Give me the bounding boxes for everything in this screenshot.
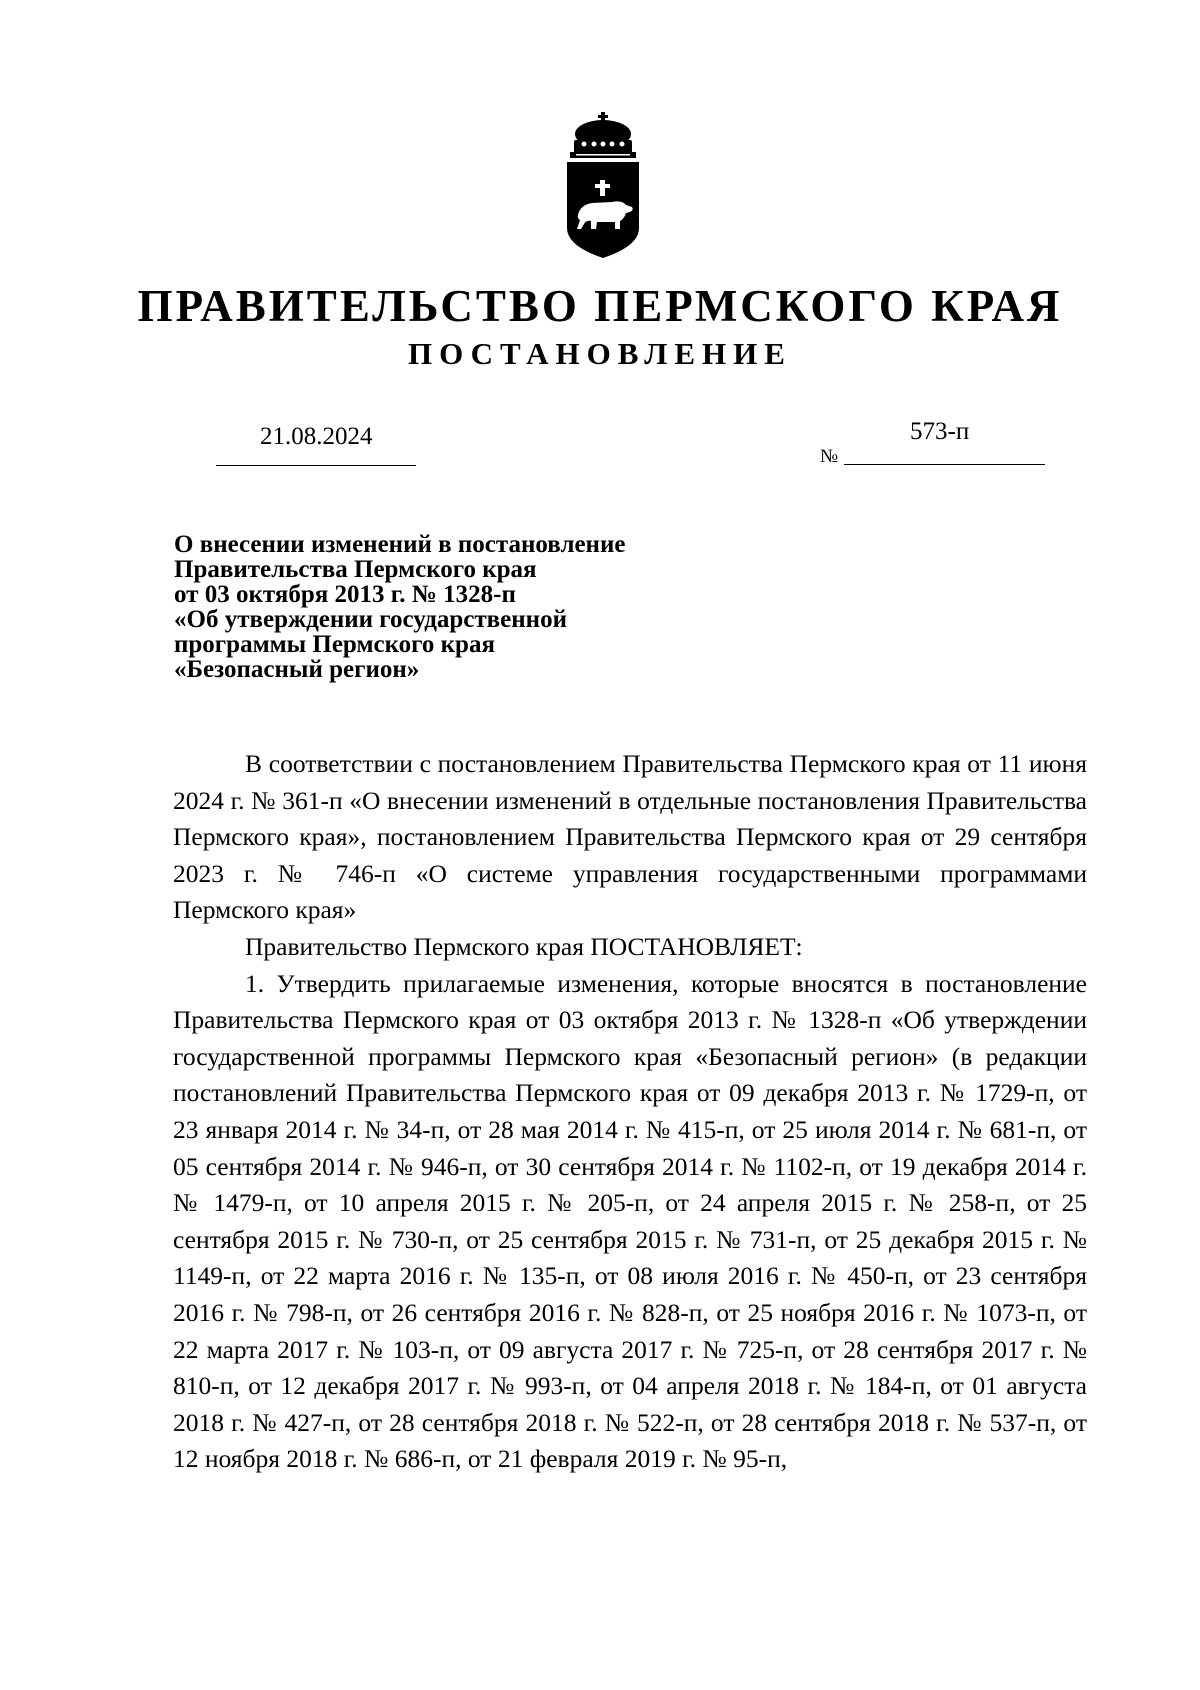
subject-line: программы Пермского края	[174, 631, 495, 658]
subject-line: Правительства Пермского края	[174, 556, 537, 583]
number-field	[820, 420, 1045, 465]
document-number: 573-п	[910, 418, 970, 445]
document-subject	[174, 532, 714, 682]
subject-line: от 03 октября 2013 г. № 1328-п	[174, 581, 516, 608]
subject-line: О внесении изменений в постановление	[174, 531, 626, 558]
resolves-paragraph: Правительство Пермского края ПОСТАНОВЛЯЕТ:	[245, 931, 803, 961]
coat-of-arms-icon	[564, 112, 642, 262]
document-type: ПОСТАНОВЛЕНИЕ	[408, 336, 792, 371]
subject-line: «Безопасный регион»	[174, 656, 420, 683]
document-date: 21.08.2024	[260, 423, 373, 450]
item-1-paragraph: 1. Утвердить прилагаемые изменения, которые вносятся в постановление Правительства Пермского края от 03 октября 2013 г. № 1328-п «Об утверждении государственной программы Пермского края «Безопасный регион» (в редакции постановлений Правительства Пермского края от 09 декабря 2013 г. № 1729-п, от 23 января 2014 г. № 34-п, от 28 мая 2014 г. № 415-п, от 25 июля 2014 г. № 681-п, от 05 сентября 2014 г. № 946-п, от 30 сентября 2014 г. № 1102-п, от 19 декабря 2014 г. № 1479-п, от 10 апреля 2015 г. № 205-п, от 24 апреля 2015 г. № 258-п, от 25 сентября 2015 г. № 730-п, от 25 сентября 2015 г. № 731-п, от 25 декабря 2015 г. № 1149-п, от 22 марта 2016 г. № 135-п, от 08 июля 2016 г. № 450-п, от 23 сентября 2016 г. № 798-п, от 26 сентября 2016 г. № 828-п, от 25 ноября 2016 г. № 1073-п, от 22 марта 2017 г. № 103-п, от 09 августа 2017 г. № 725-п, от 28 сентября 2017 г. № 810-п, от 12 декабря 2017 г. № 993-п, от 04 апреля 2018 г. № 184-п, от 01 августа 2018 г. № 427-п, от 28 сентября 2018 г. № 522-п, от 28 сентября 2018 г. № 537-п, от 12 ноября 2018 г. № 686-п, от 21 февраля 2019 г. № 95-п,	[173, 968, 1087, 1474]
subject-line: «Об утверждении государственной	[174, 606, 567, 633]
preamble-paragraph: В соответствии с постановлением Правительства Пермского края от 11 июня 2024 г. № 361-п «О внесении изменений в отдельные постановления Правительства Пермского края», постановлением Правительства Пермского края от 29 сентября 2023 г. № 746-п «О системе управления государственными программами Пермского края»	[173, 749, 1087, 925]
number-underline	[844, 464, 1045, 465]
date-field	[216, 423, 416, 466]
government-name: ПРАВИТЕЛЬСТВО ПЕРМСКОГО КРАЯ	[137, 281, 1063, 331]
number-sign: №	[820, 446, 839, 467]
document-body	[173, 746, 1087, 1478]
